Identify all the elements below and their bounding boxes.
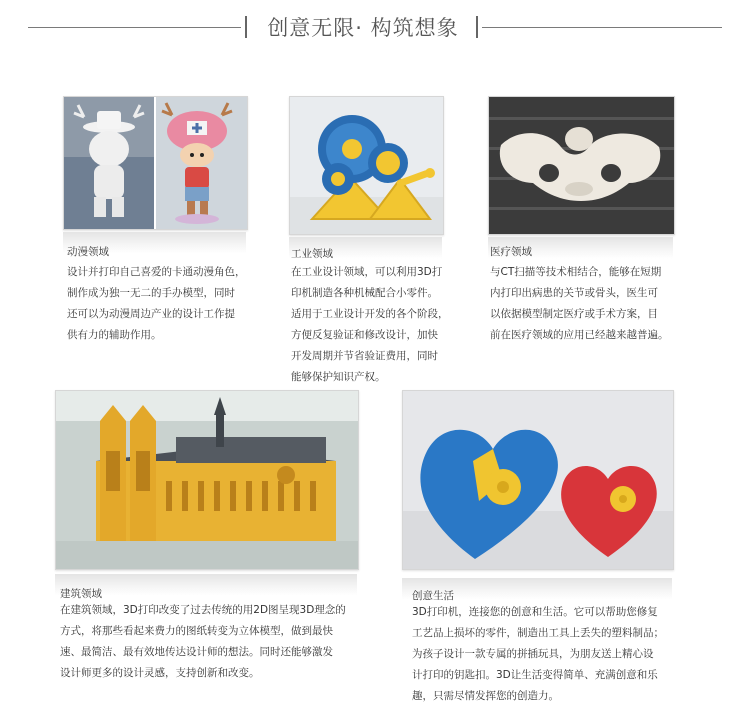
header-bracket-left <box>245 16 247 38</box>
section-body-industrial <box>291 262 449 388</box>
section-line: 前在医疗领域的应用已经越来越普遍。 <box>490 329 669 341</box>
industrial-photo <box>289 96 444 235</box>
section-body-medical <box>490 262 669 346</box>
creative-life-photo <box>402 390 674 570</box>
section-title-architecture: 建筑领域 <box>60 588 102 600</box>
architecture-photo <box>55 390 359 570</box>
section-title-medical: 医疗领域 <box>490 246 532 258</box>
section-line: 还可以为动漫周边产业的设计工作提 <box>67 308 235 320</box>
section-line: 速、最简洁、最有效地传达设计师的想法。同时还能够激发 <box>60 646 333 658</box>
section-line: 能够保护知识产权。 <box>291 371 386 383</box>
section-line: 开发周期并节省验证费用，同时 <box>291 350 438 362</box>
section-line: 3D打印机，连接您的创意和生活。它可以帮助您修复 <box>412 606 658 618</box>
section-line: 内打印出病患的关节或骨头，医生可 <box>490 287 658 299</box>
section-line: 适用于工业设计开发的各个阶段， <box>291 308 449 320</box>
section-body-architecture <box>60 600 346 684</box>
section-line: 趣，只需尽情发挥您的创造力。 <box>412 690 559 702</box>
page-title: 创意无限· 构筑想象 <box>267 16 459 40</box>
section-line: 设计并打印自己喜爱的卡通动漫角色， <box>67 266 246 278</box>
section-line: 工艺品上损坏的零件，制造出工具上丢失的塑料制品； <box>412 627 664 639</box>
section-line: 以依据模型制定医疗或手术方案，目 <box>490 308 658 320</box>
header-divider-left <box>28 27 241 28</box>
header-divider-right <box>482 27 722 28</box>
section-line: 方便反复验证和修改设计，加快 <box>291 329 438 341</box>
section-title-industrial: 工业领域 <box>291 248 333 260</box>
medical-photo <box>488 96 675 235</box>
section-body-creative-life <box>412 602 664 707</box>
section-line: 为孩子设计一款专属的拼插玩具，为朋友送上精心设 <box>412 648 654 660</box>
section-body-anime <box>67 262 246 346</box>
section-line: 在建筑领域，3D打印改变了过去传统的用2D图呈现3D理念的 <box>60 604 346 616</box>
section-title-creative-life: 创意生活 <box>412 590 454 602</box>
section-line: 供有力的辅助作用。 <box>67 329 162 341</box>
section-line: 制作成为独一无二的手办模型，同时 <box>67 287 235 299</box>
section-line: 计打印的钥匙扣。3D让生活变得简单、充满创意和乐 <box>412 669 658 681</box>
section-line: 方式，将那些看起来费力的图纸转变为立体模型，做到最快 <box>60 625 333 637</box>
section-line: 设计师更多的设计灵感，支持创新和改变。 <box>60 667 260 679</box>
section-title-anime: 动漫领域 <box>67 246 109 258</box>
anime-photo <box>63 96 248 230</box>
section-line: 在工业设计领域，可以利用3D打 <box>291 266 443 278</box>
section-line: 印机制造各种机械配合小零件。 <box>291 287 438 299</box>
section-line: 与CT扫描等技术相结合，能够在短期 <box>490 266 662 278</box>
header-bracket-right <box>476 16 478 38</box>
